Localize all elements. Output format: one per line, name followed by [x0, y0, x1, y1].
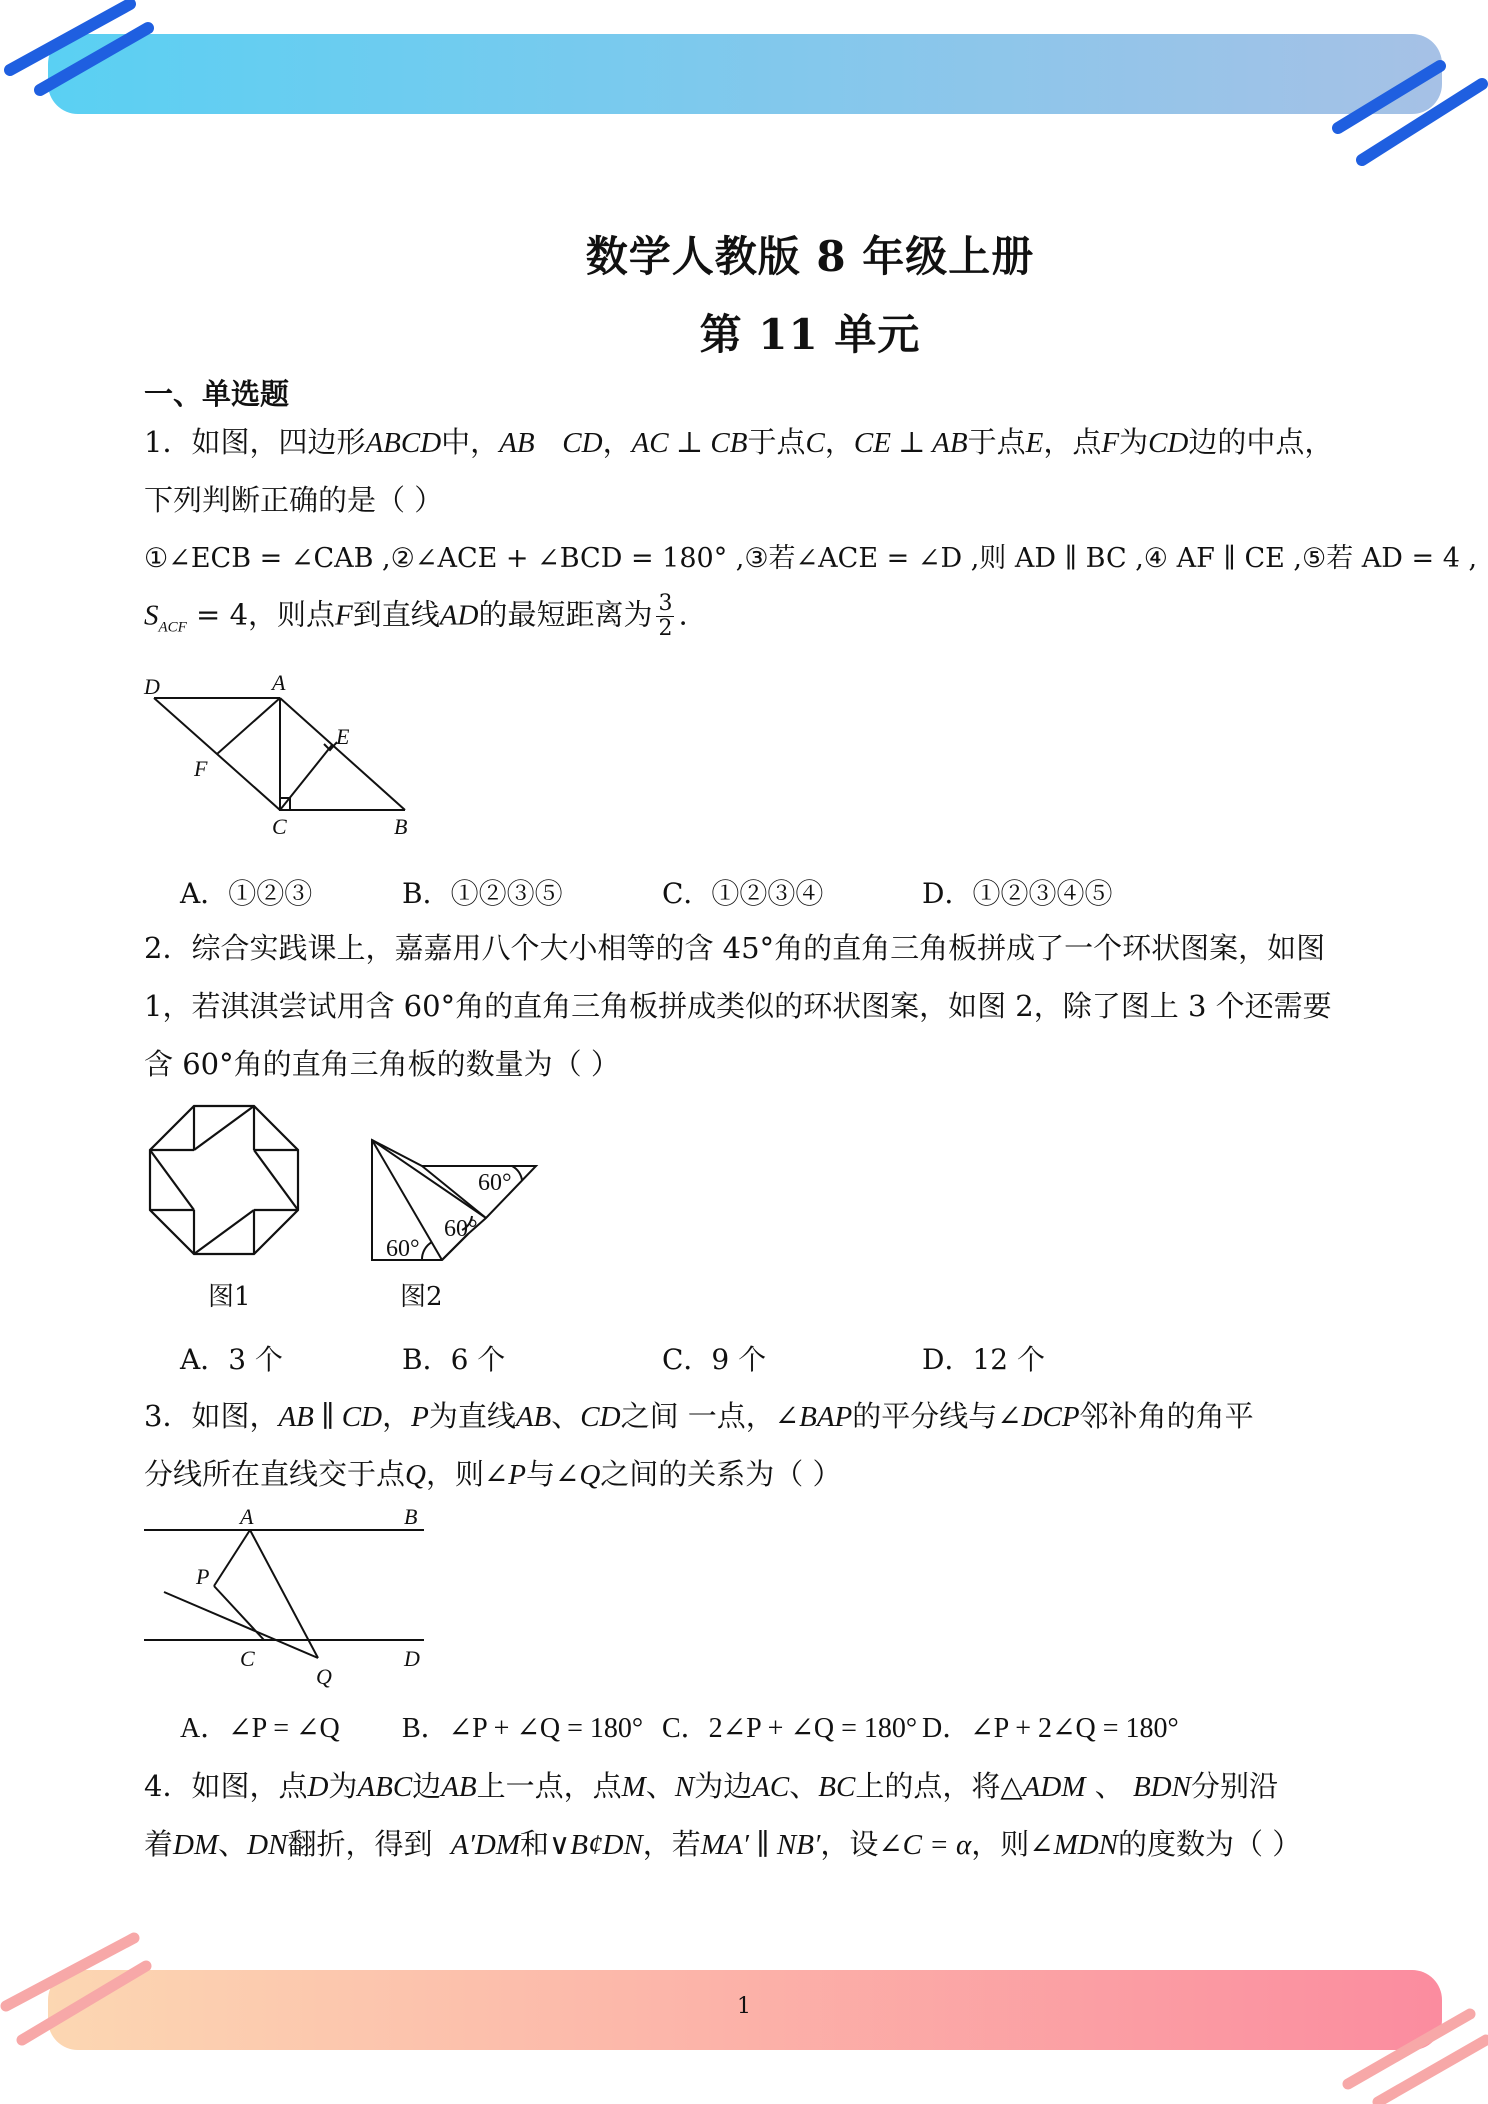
section-heading: 一、单选题 — [144, 377, 290, 411]
label-E: E — [336, 724, 350, 749]
label-F: F — [194, 756, 208, 781]
q1-line-1: 1．如图，四边形ABCD中，AB CD，AC ⊥ CB于点C，CE ⊥ AB于点E，点F为CD边的中点， — [144, 425, 1334, 459]
q1-option-a[interactable]: A．①②③ — [180, 877, 313, 910]
q3-option-d[interactable]: D．∠P + 2∠Q = 180° — [922, 1713, 1179, 1744]
q3-option-a[interactable]: A．∠P = ∠Q — [180, 1713, 340, 1744]
header-band — [48, 34, 1442, 114]
q2-figure-2 — [364, 1134, 544, 1264]
q2-caption-2: 图2 — [400, 1282, 443, 1312]
q1-line-3: ①∠ECB = ∠CAB ,②∠ACE + ∠BCD = 180° ,③若∠ACE = ∠D ,则 AD ∥ BC ,④ AF ∥ CE ,⑤若 AD = 4 , — [144, 543, 1478, 574]
q2-option-c[interactable]: C．9 个 — [662, 1343, 767, 1376]
doc-subtitle: 第 11 单元 — [699, 310, 921, 359]
fraction: $\frac{3}{2}$ — [658, 591, 673, 641]
angle-label-3: 60° — [386, 1236, 420, 1262]
label-D: D — [144, 674, 160, 699]
label-Q: Q — [316, 1664, 332, 1689]
q1-option-b[interactable]: B．①②③⑤ — [402, 877, 563, 910]
angle-label-2: 60° — [444, 1216, 478, 1242]
label-P: P — [196, 1564, 210, 1589]
q2-option-a[interactable]: A．3 个 — [180, 1343, 283, 1376]
label-C: C — [272, 814, 287, 839]
q2-option-b[interactable]: B．6 个 — [402, 1343, 506, 1376]
label-A: A — [272, 670, 286, 695]
q2-line-2: 1，若淇淇尝试用含 60°角的直角三角板拼成类似的环状图案，如图 2，除了图上 3 个还需要 — [144, 989, 1332, 1023]
q1-line-4: $S_{ACF} = 4$，则点F到直线AD的最短距离为 $\frac{3}{2}$ . — [144, 591, 688, 641]
q2-caption-1: 图1 — [208, 1282, 251, 1312]
doc-title: 数学人教版 8 年级上册 — [585, 232, 1035, 281]
q1-option-d[interactable]: D．①②③④⑤ — [922, 877, 1113, 910]
q4-line-2: 着DM、DN翻折，得到 A′DM和∨B¢DN，若MA′ ∥ NB′，设∠C = α，则∠MDN的度数为（ ） — [144, 1827, 1302, 1861]
q1-line-2: 下列判断正确的是（ ） — [144, 483, 444, 517]
q3-line-2: 分线所在直线交于点Q，则∠P与∠Q之间的关系为（ ） — [144, 1457, 842, 1491]
q2-figure-1 — [140, 1100, 310, 1270]
q3-option-b[interactable]: B．∠P + ∠Q = 180° — [402, 1713, 644, 1744]
q3-option-c[interactable]: C．2∠P + ∠Q = 180° — [662, 1713, 918, 1744]
q2-line-3: 含 60°角的直角三角板的数量为（ ） — [144, 1047, 620, 1081]
q2-line-1: 2．综合实践课上，嘉嘉用八个大小相等的含 45°角的直角三角板拼成了一个环状图案，如图 — [144, 931, 1326, 965]
label-B: B — [394, 814, 408, 839]
q1-option-c[interactable]: C．①②③④ — [662, 877, 824, 910]
label-B: B — [404, 1504, 418, 1529]
header-decoration — [0, 0, 1488, 180]
q2-option-d[interactable]: D．12 个 — [922, 1343, 1045, 1376]
label-A: A — [240, 1504, 254, 1529]
angle-label-1: 60° — [478, 1170, 512, 1196]
page-number: 1 — [737, 1994, 751, 2019]
q1-figure — [140, 670, 440, 840]
label-D: D — [404, 1646, 420, 1671]
label-C: C — [240, 1646, 255, 1671]
q3-line-1: 3．如图，AB ∥ CD，P为直线AB、CD之间 一点，∠BAP的平分线与∠DCP邻补角的角平 — [144, 1399, 1254, 1433]
q3-figure — [140, 1498, 440, 1692]
q4-line-1: 4．如图，点D为ABC边AB上一点，点M、N为边AC、BC上的点，将△ADM 、 BDN分别沿 — [144, 1769, 1278, 1803]
